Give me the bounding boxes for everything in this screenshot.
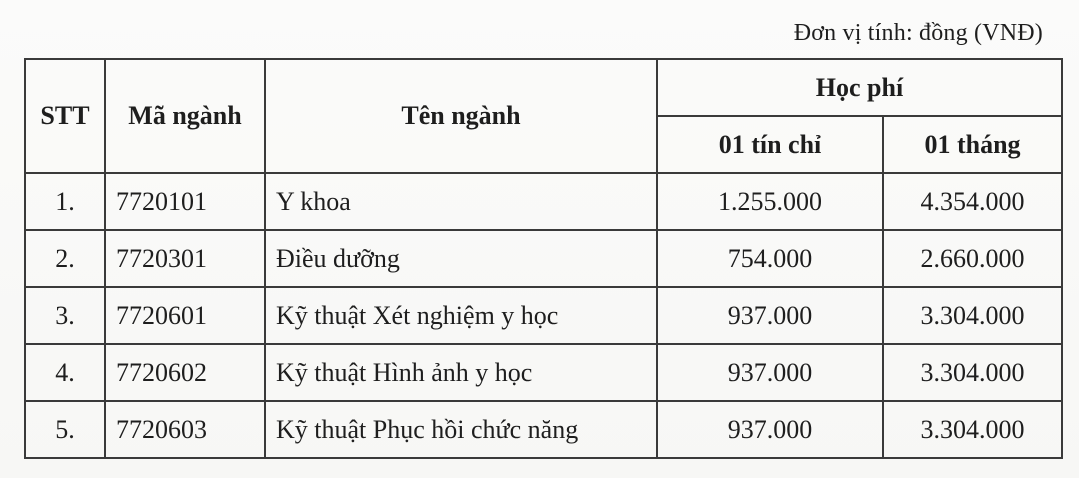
row-code: 7720301 [105,230,265,287]
row-name: Kỹ thuật Xét nghiệm y học [265,287,657,344]
row-name: Kỹ thuật Phục hồi chức năng [265,401,657,458]
header-code: Mã ngành [105,59,265,173]
table-row [25,401,1062,458]
row-name: Kỹ thuật Hình ảnh y học [265,344,657,401]
header-fee-group: Học phí [657,59,1062,116]
row-per-credit: 1.255.000 [657,173,883,230]
row-stt: 1. [25,173,105,230]
row-name: Y khoa [265,173,657,230]
row-code: 7720101 [105,173,265,230]
row-code: 7720603 [105,401,265,458]
unit-note: Đơn vị tính: đồng (VNĐ) [793,20,1043,46]
row-per-month: 3.304.000 [883,344,1062,401]
row-per-month: 3.304.000 [883,287,1062,344]
row-per-credit: 754.000 [657,230,883,287]
row-per-credit: 937.000 [657,287,883,344]
header-per-credit: 01 tín chỉ [657,116,883,173]
row-name: Điều dưỡng [265,230,657,287]
row-stt: 5. [25,401,105,458]
row-per-credit: 937.000 [657,401,883,458]
row-per-month: 3.304.000 [883,401,1062,458]
tuition-table [24,58,1063,459]
row-code: 7720602 [105,344,265,401]
row-per-credit: 937.000 [657,344,883,401]
table-row [25,173,1062,230]
header-per-month: 01 tháng [883,116,1062,173]
table-row [25,287,1062,344]
table-header-row [25,59,1062,116]
row-per-month: 2.660.000 [883,230,1062,287]
row-per-month: 4.354.000 [883,173,1062,230]
row-stt: 2. [25,230,105,287]
row-stt: 3. [25,287,105,344]
header-name: Tên ngành [265,59,657,173]
table-row [25,344,1062,401]
row-code: 7720601 [105,287,265,344]
row-stt: 4. [25,344,105,401]
header-stt: STT [25,59,105,173]
table-row [25,230,1062,287]
